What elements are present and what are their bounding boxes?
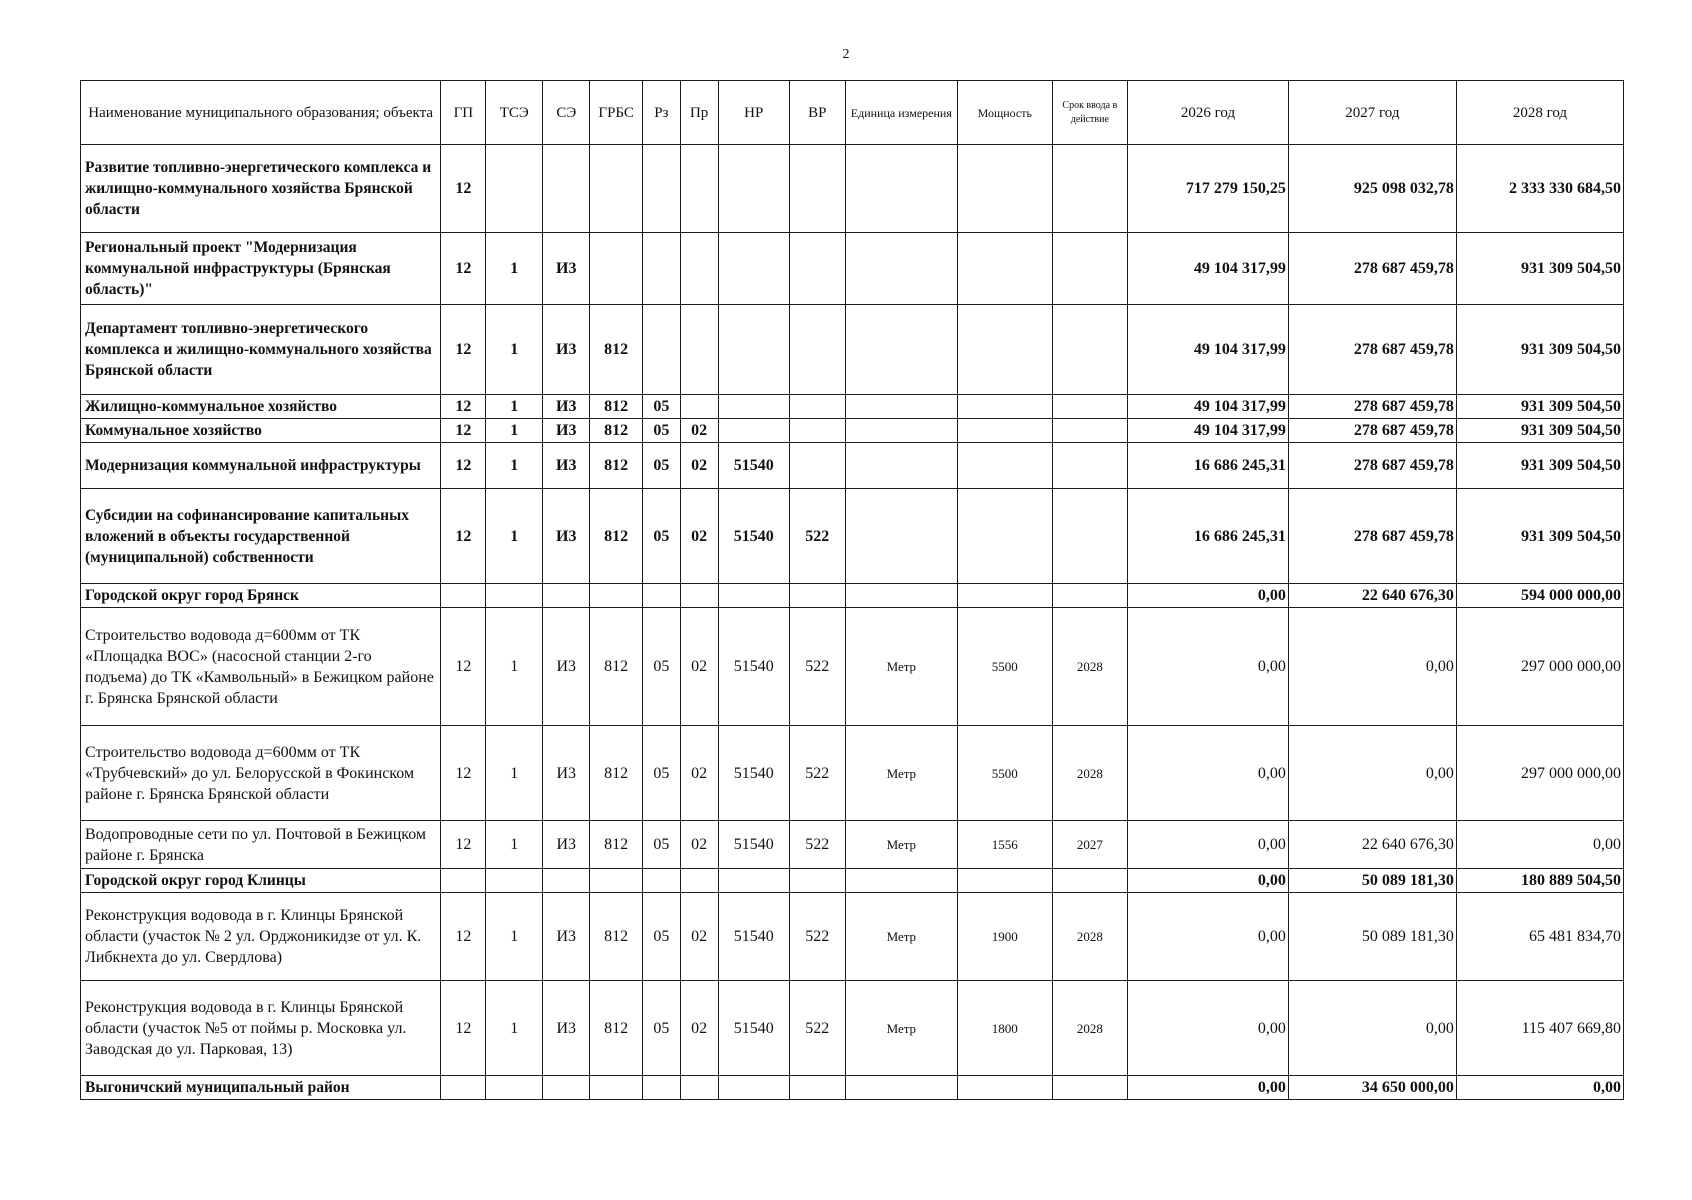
- row-tse: [486, 869, 543, 893]
- row-unit: [845, 489, 957, 584]
- row-commission: [1052, 419, 1128, 443]
- row-commission: [1052, 869, 1128, 893]
- table-row: [81, 981, 1624, 1076]
- row-capacity: [958, 443, 1053, 489]
- row-2028: 931 309 504,50: [1456, 233, 1623, 305]
- row-capacity: 1800: [958, 981, 1053, 1076]
- row-gp: 12: [441, 726, 486, 821]
- header-grbs: ГРБС: [590, 81, 643, 145]
- row-vr: [789, 305, 845, 395]
- row-nr: [718, 1076, 789, 1100]
- row-rz: [642, 145, 680, 233]
- row-nr: [718, 395, 789, 419]
- row-2028: 931 309 504,50: [1456, 489, 1623, 584]
- row-gp: [441, 869, 486, 893]
- row-rz: [642, 869, 680, 893]
- row-unit: Метр: [845, 981, 957, 1076]
- row-se: И3: [543, 233, 590, 305]
- row-gp: 12: [441, 419, 486, 443]
- row-capacity: [958, 489, 1053, 584]
- row-unit: Метр: [845, 608, 957, 726]
- row-grbs: 812: [590, 305, 643, 395]
- table-row: [81, 305, 1624, 395]
- row-commission: [1052, 305, 1128, 395]
- row-2026: 16 686 245,31: [1128, 443, 1289, 489]
- row-rz: [642, 584, 680, 608]
- row-pr: 02: [680, 893, 718, 981]
- row-vr: [789, 1076, 845, 1100]
- row-2027: 22 640 676,30: [1288, 821, 1456, 869]
- row-capacity: [958, 233, 1053, 305]
- row-2027: 50 089 181,30: [1288, 869, 1456, 893]
- row-vr: [789, 395, 845, 419]
- row-se: [543, 584, 590, 608]
- row-2026: 49 104 317,99: [1128, 233, 1289, 305]
- row-capacity: [958, 584, 1053, 608]
- row-capacity: 1556: [958, 821, 1053, 869]
- row-rz: [642, 1076, 680, 1100]
- row-2027: 278 687 459,78: [1288, 419, 1456, 443]
- row-2027: 22 640 676,30: [1288, 584, 1456, 608]
- table-row: [81, 443, 1624, 489]
- row-commission: 2028: [1052, 726, 1128, 821]
- row-grbs: 812: [590, 821, 643, 869]
- row-name: Развитие топливно-энергетического комплекса и жилищно-коммунального хозяйства Брянской области: [81, 145, 441, 233]
- row-2026: 0,00: [1128, 1076, 1289, 1100]
- row-unit: Метр: [845, 821, 957, 869]
- row-pr: 02: [680, 821, 718, 869]
- row-grbs: 812: [590, 395, 643, 419]
- row-gp: 12: [441, 145, 486, 233]
- row-se: И3: [543, 489, 590, 584]
- row-rz: 05: [642, 821, 680, 869]
- row-commission: [1052, 145, 1128, 233]
- row-vr: 522: [789, 893, 845, 981]
- header-pr: Пр: [680, 81, 718, 145]
- row-unit: [845, 145, 957, 233]
- row-name: Водопроводные сети по ул. Почтовой в Бежицком районе г. Брянска: [81, 821, 441, 869]
- row-tse: 1: [486, 608, 543, 726]
- row-rz: 05: [642, 395, 680, 419]
- row-2027: 925 098 032,78: [1288, 145, 1456, 233]
- row-gp: 12: [441, 608, 486, 726]
- row-capacity: [958, 419, 1053, 443]
- row-name: Выгоничский муниципальный район: [81, 1076, 441, 1100]
- header-2026: 2026 год: [1128, 81, 1289, 145]
- row-tse: 1: [486, 489, 543, 584]
- row-grbs: [590, 584, 643, 608]
- row-vr: 522: [789, 981, 845, 1076]
- row-commission: 2027: [1052, 821, 1128, 869]
- row-grbs: [590, 869, 643, 893]
- row-gp: 12: [441, 395, 486, 419]
- row-nr: 51540: [718, 893, 789, 981]
- row-rz: 05: [642, 419, 680, 443]
- row-commission: 2028: [1052, 893, 1128, 981]
- row-se: [543, 1076, 590, 1100]
- row-vr: 522: [789, 489, 845, 584]
- row-pr: [680, 869, 718, 893]
- row-unit: Метр: [845, 726, 957, 821]
- row-2028: 0,00: [1456, 821, 1623, 869]
- row-unit: [845, 869, 957, 893]
- row-tse: [486, 1076, 543, 1100]
- header-capacity: Мощность: [958, 81, 1053, 145]
- row-2028: 0,00: [1456, 1076, 1623, 1100]
- row-2026: 49 104 317,99: [1128, 395, 1289, 419]
- row-2027: 34 650 000,00: [1288, 1076, 1456, 1100]
- table-row: [81, 145, 1624, 233]
- row-grbs: 812: [590, 726, 643, 821]
- row-2027: 0,00: [1288, 608, 1456, 726]
- row-name: Городской округ город Клинцы: [81, 869, 441, 893]
- row-pr: 02: [680, 981, 718, 1076]
- row-unit: [845, 233, 957, 305]
- row-nr: 51540: [718, 608, 789, 726]
- row-2028: 115 407 669,80: [1456, 981, 1623, 1076]
- row-2027: 278 687 459,78: [1288, 395, 1456, 419]
- row-2028: 297 000 000,00: [1456, 608, 1623, 726]
- row-2027: 50 089 181,30: [1288, 893, 1456, 981]
- row-grbs: 812: [590, 981, 643, 1076]
- row-rz: [642, 305, 680, 395]
- row-gp: 12: [441, 821, 486, 869]
- row-tse: 1: [486, 395, 543, 419]
- row-commission: [1052, 584, 1128, 608]
- table-row: [81, 608, 1624, 726]
- table-header-row: [81, 81, 1624, 145]
- row-pr: [680, 233, 718, 305]
- row-name: Строительство водовода д=600мм от ТК «Площадка ВОС» (насосной станции 2-го подъема) до ТК «Камвольный» в Бежицком районе г. Брянска Брянской области: [81, 608, 441, 726]
- row-2028: 2 333 330 684,50: [1456, 145, 1623, 233]
- row-tse: [486, 584, 543, 608]
- row-vr: [789, 443, 845, 489]
- row-gp: 12: [441, 893, 486, 981]
- row-tse: [486, 145, 543, 233]
- row-name: Департамент топливно-энергетического комплекса и жилищно-коммунального хозяйства Брянской области: [81, 305, 441, 395]
- row-tse: 1: [486, 981, 543, 1076]
- header-vr: ВР: [789, 81, 845, 145]
- row-commission: [1052, 233, 1128, 305]
- row-name: Жилищно-коммунальное хозяйство: [81, 395, 441, 419]
- row-pr: [680, 305, 718, 395]
- row-vr: 522: [789, 608, 845, 726]
- row-grbs: [590, 233, 643, 305]
- row-vr: [789, 419, 845, 443]
- row-2026: 0,00: [1128, 821, 1289, 869]
- header-commission: Срок ввода в действие: [1052, 81, 1128, 145]
- row-unit: Метр: [845, 893, 957, 981]
- row-gp: 12: [441, 489, 486, 584]
- row-commission: [1052, 1076, 1128, 1100]
- row-nr: 51540: [718, 443, 789, 489]
- row-tse: 1: [486, 726, 543, 821]
- row-nr: [718, 305, 789, 395]
- row-commission: [1052, 489, 1128, 584]
- header-2028: 2028 год: [1456, 81, 1623, 145]
- row-pr: [680, 395, 718, 419]
- row-tse: 1: [486, 233, 543, 305]
- row-rz: 05: [642, 443, 680, 489]
- row-2028: 594 000 000,00: [1456, 584, 1623, 608]
- row-tse: 1: [486, 443, 543, 489]
- row-2026: 49 104 317,99: [1128, 305, 1289, 395]
- row-2027: 278 687 459,78: [1288, 233, 1456, 305]
- row-gp: 12: [441, 443, 486, 489]
- row-se: И3: [543, 821, 590, 869]
- row-grbs: 812: [590, 443, 643, 489]
- row-nr: 51540: [718, 489, 789, 584]
- row-2026: 0,00: [1128, 893, 1289, 981]
- table-row: [81, 893, 1624, 981]
- row-nr: 51540: [718, 981, 789, 1076]
- row-se: И3: [543, 726, 590, 821]
- row-2027: 278 687 459,78: [1288, 443, 1456, 489]
- row-2026: 0,00: [1128, 981, 1289, 1076]
- budget-table: [80, 80, 1624, 1100]
- row-nr: [718, 233, 789, 305]
- row-tse: 1: [486, 419, 543, 443]
- row-vr: [789, 233, 845, 305]
- header-rz: Рз: [642, 81, 680, 145]
- table-row: [81, 489, 1624, 584]
- table-row: [81, 584, 1624, 608]
- row-vr: 522: [789, 821, 845, 869]
- page-number: 2: [842, 47, 850, 62]
- row-unit: [845, 395, 957, 419]
- row-pr: 02: [680, 726, 718, 821]
- row-2028: 297 000 000,00: [1456, 726, 1623, 821]
- header-tse: ТСЭ: [486, 81, 543, 145]
- row-se: [543, 145, 590, 233]
- header-gp: ГП: [441, 81, 486, 145]
- row-capacity: [958, 145, 1053, 233]
- row-rz: 05: [642, 489, 680, 584]
- row-2026: 0,00: [1128, 608, 1289, 726]
- row-vr: [789, 584, 845, 608]
- row-2026: 49 104 317,99: [1128, 419, 1289, 443]
- row-pr: [680, 1076, 718, 1100]
- row-capacity: 1900: [958, 893, 1053, 981]
- header-unit: Единица измерения: [845, 81, 957, 145]
- row-2028: 931 309 504,50: [1456, 395, 1623, 419]
- table-row: [81, 395, 1624, 419]
- row-se: И3: [543, 893, 590, 981]
- header-se: СЭ: [543, 81, 590, 145]
- row-capacity: 5500: [958, 726, 1053, 821]
- row-2026: 0,00: [1128, 584, 1289, 608]
- row-gp: [441, 1076, 486, 1100]
- row-rz: [642, 233, 680, 305]
- row-2026: 0,00: [1128, 726, 1289, 821]
- row-2026: 717 279 150,25: [1128, 145, 1289, 233]
- row-se: И3: [543, 981, 590, 1076]
- row-se: И3: [543, 443, 590, 489]
- row-commission: [1052, 443, 1128, 489]
- row-grbs: 812: [590, 489, 643, 584]
- row-pr: 02: [680, 419, 718, 443]
- row-2026: 0,00: [1128, 869, 1289, 893]
- row-capacity: [958, 305, 1053, 395]
- table-row: [81, 869, 1624, 893]
- row-commission: 2028: [1052, 981, 1128, 1076]
- row-vr: [789, 145, 845, 233]
- row-commission: [1052, 395, 1128, 419]
- row-2028: 931 309 504,50: [1456, 305, 1623, 395]
- row-name: Модернизация коммунальной инфраструктуры: [81, 443, 441, 489]
- row-nr: 51540: [718, 821, 789, 869]
- row-unit: [845, 1076, 957, 1100]
- row-se: И3: [543, 608, 590, 726]
- row-unit: [845, 443, 957, 489]
- row-rz: 05: [642, 981, 680, 1076]
- row-capacity: [958, 395, 1053, 419]
- row-2028: 65 481 834,70: [1456, 893, 1623, 981]
- row-unit: [845, 584, 957, 608]
- row-capacity: 5500: [958, 608, 1053, 726]
- row-pr: 02: [680, 489, 718, 584]
- row-pr: [680, 584, 718, 608]
- row-2028: 931 309 504,50: [1456, 443, 1623, 489]
- row-nr: [718, 869, 789, 893]
- row-tse: 1: [486, 305, 543, 395]
- row-2026: 16 686 245,31: [1128, 489, 1289, 584]
- row-unit: [845, 305, 957, 395]
- row-gp: 12: [441, 981, 486, 1076]
- row-unit: [845, 419, 957, 443]
- row-se: И3: [543, 305, 590, 395]
- row-tse: 1: [486, 821, 543, 869]
- row-capacity: [958, 1076, 1053, 1100]
- row-tse: 1: [486, 893, 543, 981]
- row-pr: [680, 145, 718, 233]
- row-2027: 0,00: [1288, 981, 1456, 1076]
- row-grbs: [590, 145, 643, 233]
- row-nr: 51540: [718, 726, 789, 821]
- row-vr: 522: [789, 726, 845, 821]
- header-2027: 2027 год: [1288, 81, 1456, 145]
- row-pr: 02: [680, 443, 718, 489]
- row-rz: 05: [642, 726, 680, 821]
- row-nr: [718, 145, 789, 233]
- row-name: Реконструкция водовода в г. Клинцы Брянской области (участок № 2 ул. Орджоникидзе от ул. К. Либкнехта до ул. Свердлова): [81, 893, 441, 981]
- row-capacity: [958, 869, 1053, 893]
- row-pr: 02: [680, 608, 718, 726]
- row-2028: 180 889 504,50: [1456, 869, 1623, 893]
- row-name: Строительство водовода д=600мм от ТК «Трубчевский» до ул. Белорусской в Фокинском районе г. Брянска Брянской области: [81, 726, 441, 821]
- row-name: Коммунальное хозяйство: [81, 419, 441, 443]
- row-se: И3: [543, 395, 590, 419]
- row-vr: [789, 869, 845, 893]
- header-nr: НР: [718, 81, 789, 145]
- table-row: [81, 726, 1624, 821]
- row-2027: 278 687 459,78: [1288, 489, 1456, 584]
- table-row: [81, 419, 1624, 443]
- row-grbs: 812: [590, 893, 643, 981]
- row-gp: 12: [441, 305, 486, 395]
- row-rz: 05: [642, 608, 680, 726]
- row-grbs: 812: [590, 608, 643, 726]
- row-grbs: [590, 1076, 643, 1100]
- row-name: Региональный проект "Модернизация коммунальной инфраструктуры (Брянская область)": [81, 233, 441, 305]
- table-row: [81, 821, 1624, 869]
- table-row: [81, 233, 1624, 305]
- table-row: [81, 1076, 1624, 1100]
- row-nr: [718, 419, 789, 443]
- row-se: [543, 869, 590, 893]
- row-2028: 931 309 504,50: [1456, 419, 1623, 443]
- row-grbs: 812: [590, 419, 643, 443]
- row-nr: [718, 584, 789, 608]
- row-gp: 12: [441, 233, 486, 305]
- row-name: Реконструкция водовода в г. Клинцы Брянской области (участок №5 от поймы р. Московка ул. Заводская до ул. Парковая, 13): [81, 981, 441, 1076]
- row-commission: 2028: [1052, 608, 1128, 726]
- row-rz: 05: [642, 893, 680, 981]
- row-gp: [441, 584, 486, 608]
- header-name: Наименование муниципального образования; объекта: [81, 81, 441, 145]
- row-2027: 0,00: [1288, 726, 1456, 821]
- row-se: И3: [543, 419, 590, 443]
- row-2027: 278 687 459,78: [1288, 305, 1456, 395]
- row-name: Городской округ город Брянск: [81, 584, 441, 608]
- row-name: Субсидии на софинансирование капитальных вложений в объекты государственной (муниципальной) собственности: [81, 489, 441, 584]
